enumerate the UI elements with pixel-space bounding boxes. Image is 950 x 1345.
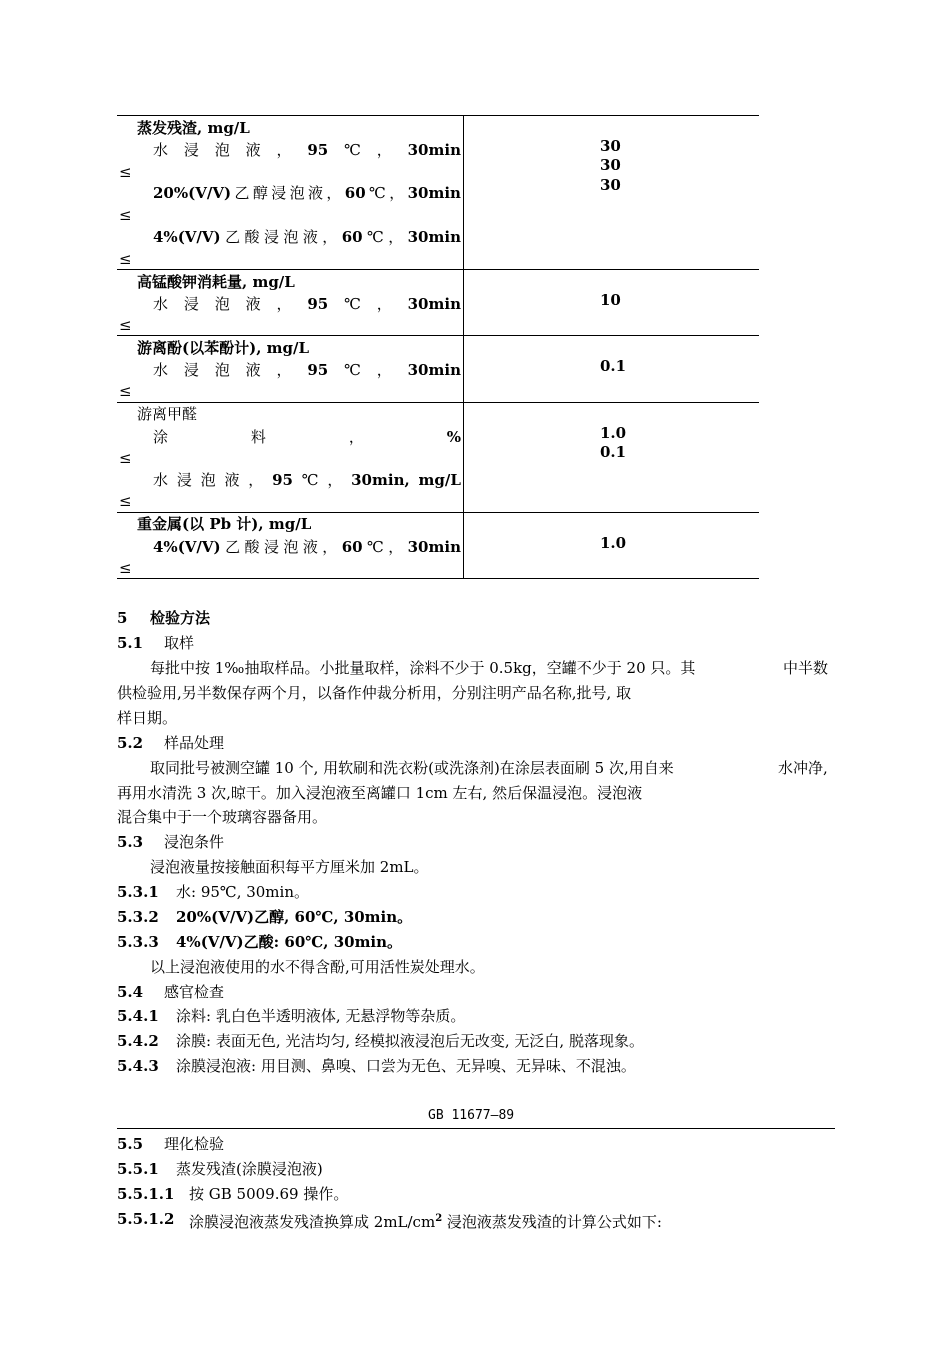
- section-number: 5.1: [117, 634, 144, 652]
- section-number: 5.5.1.2: [117, 1210, 175, 1228]
- row-item: 水 浸 泡 液 ， 95 ℃ ， 30min: [153, 295, 461, 313]
- section-title: 取样: [164, 634, 195, 652]
- paragraph-line: 以上浸泡液使用的水不得含酚,可用活性炭处理水。: [150, 958, 485, 976]
- row-value: 0.1: [600, 443, 627, 461]
- table-rule: [117, 402, 759, 403]
- less-equal: ≤: [119, 206, 132, 224]
- section-number: 5.3.2: [117, 908, 159, 926]
- paragraph-line: 20%(V/V)乙醇, 60℃, 30min。: [176, 908, 413, 926]
- paragraph-line: 供检验用,另半数保存两个月，以备作仲裁分析用，分别注明产品名称,批号, 取: [117, 684, 632, 702]
- row-value: 30: [600, 137, 621, 155]
- paragraph-line: 涂膜: 表面无色, 光洁均匀, 经模拟液浸泡后无改变, 无泛白, 脱落现象。: [176, 1032, 644, 1050]
- paragraph-line: 涂膜浸泡液: 用目测、鼻嗅、口尝为无色、无异嗅、无异味、不混浊。: [176, 1057, 636, 1075]
- row-value: 0.1: [600, 357, 627, 375]
- row-item: 4%(V/V) 乙 酸 浸 泡 液 ， 60 ℃ ， 30min: [153, 228, 461, 246]
- paragraph-line: 中半数: [783, 659, 829, 677]
- paragraph-line: 样日期。: [117, 709, 178, 727]
- less-equal: ≤: [119, 492, 132, 510]
- row-title: 游离酚(以苯酚计), mg/L: [137, 339, 310, 357]
- section-number: 5.4.3: [117, 1057, 159, 1075]
- row-item: 20%(V/V) 乙 醇 浸 泡 液 ， 60 ℃ ， 30min: [153, 184, 461, 202]
- section-number: 5: [117, 609, 128, 627]
- section-number: 5.2: [117, 734, 144, 752]
- row-item: 4%(V/V) 乙 酸 浸 泡 液 ， 60 ℃ ， 30min: [153, 538, 461, 556]
- less-equal: ≤: [119, 163, 132, 181]
- section-number: 5.3.3: [117, 933, 159, 951]
- row-title: 高锰酸钾消耗量, mg/L: [137, 273, 295, 291]
- paragraph-line: 涂料: 乳白色半透明液体, 无悬浮物等杂质。: [176, 1007, 466, 1025]
- section-title: 感官检查: [164, 983, 225, 1001]
- row-value: 1.0: [600, 534, 627, 552]
- table-rule: [117, 335, 759, 336]
- paragraph-line: 水冲净,: [778, 759, 828, 777]
- paragraph-line: 浸泡液量按接触面积每平方厘米加 2mL。: [150, 858, 429, 876]
- paragraph-line: 水: 95℃, 30min。: [176, 883, 309, 901]
- section-number: 5.4: [117, 983, 144, 1001]
- less-equal: ≤: [119, 559, 132, 577]
- table-rule: [117, 269, 759, 270]
- page-header-standard: GB 11677—89: [428, 1108, 515, 1123]
- row-item: 涂 料 ， %: [153, 428, 461, 446]
- row-item: 水 浸 泡 液 ， 95 ℃ ， 30min: [153, 141, 461, 159]
- section-title: 样品处理: [164, 734, 225, 752]
- row-item: 水 浸 泡 液 ， 95 ℃ ， 30min, mg/L: [153, 471, 461, 489]
- section-title: 浸泡条件: [164, 833, 225, 851]
- table-rule: [117, 578, 759, 579]
- section-title: 检验方法: [150, 609, 211, 627]
- paragraph-line: 再用水清洗 3 次,晾干。加入浸泡液至离罐口 1cm 左右, 然后保温浸泡。浸泡液: [117, 784, 643, 802]
- section-title: 理化检验: [164, 1135, 225, 1153]
- section-number: 5.5.1.1: [117, 1185, 175, 1203]
- table-rule: [117, 115, 759, 116]
- less-equal: ≤: [119, 382, 132, 400]
- table-column-divider: [463, 115, 464, 578]
- table-rule: [117, 512, 759, 513]
- paragraph-line: 涂膜浸泡液蒸发残渣换算成 $2mL/cm^2$ 浸泡液蒸发残渣的计算公式如下:: [189, 1213, 662, 1231]
- paragraph-line: 混合集中于一个玻璃容器备用。: [117, 808, 328, 826]
- row-title: 重金属(以 Pb 计), mg/L: [137, 515, 312, 533]
- section-number: 5.4.2: [117, 1032, 159, 1050]
- section-number: 5.3.1: [117, 883, 159, 901]
- paragraph-line: 蒸发残渣(涂膜浸泡液): [176, 1160, 323, 1178]
- section-number: 5.3: [117, 833, 144, 851]
- paragraph-line: 每批中按 1‰抽取样品。小批量取样，涂料不少于 0.5kg，空罐不少于 20 只。其: [150, 659, 696, 677]
- row-title: 游离甲醛: [137, 405, 198, 423]
- row-title: 蒸发残渣, mg/L: [137, 119, 250, 137]
- paragraph-line: 取同批号被测空罐 10 个, 用软刷和洗衣粉(或洗涤剂)在涂层表面刷 5 次,用自来: [150, 759, 674, 777]
- paragraph-line: 4%(V/V)乙酸: 60℃, 30min。: [176, 933, 403, 951]
- less-equal: ≤: [119, 449, 132, 467]
- header-rule: [117, 1128, 835, 1129]
- section-number: 5.4.1: [117, 1007, 159, 1025]
- less-equal: ≤: [119, 250, 132, 268]
- row-value: 30: [600, 176, 621, 194]
- less-equal: ≤: [119, 316, 132, 334]
- row-item: 水 浸 泡 液 ， 95 ℃ ， 30min: [153, 361, 461, 379]
- section-number: 5.5: [117, 1135, 144, 1153]
- section-number: 5.5.1: [117, 1160, 159, 1178]
- paragraph-line: 按 GB 5009.69 操作。: [189, 1185, 349, 1203]
- row-value: 30: [600, 156, 621, 174]
- row-value: 1.0: [600, 424, 627, 442]
- row-value: 10: [600, 291, 621, 309]
